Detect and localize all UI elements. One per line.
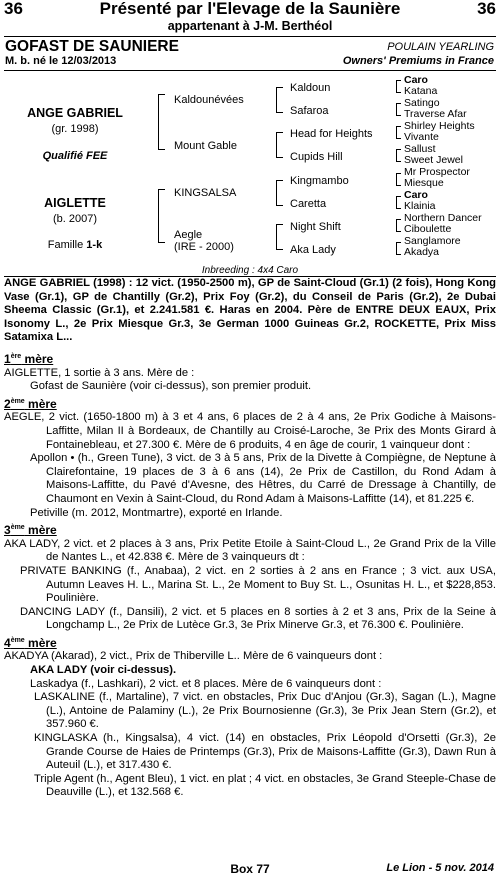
horse-name: GOFAST DE SAUNIERE: [5, 38, 179, 55]
owners-premium: Owners' Premiums in France: [342, 55, 494, 67]
dancing-lady-entry: DANCING LADY (f., Dansili), 2 vict. et 5 places en 8 sorties à 2 et 3 ans, Prix de la Seine à Longchamp L., 2e Prix de Lutèce Gr.3, 3e Prix Minerve Gr.3, et 76.300 €. Poulinière.: [20, 605, 496, 632]
gen4-12: Klainia: [404, 200, 436, 212]
gen3-2: Safaroa: [290, 105, 329, 117]
section-1-num: 1: [4, 352, 11, 366]
bracket-g4-7: [396, 219, 401, 232]
laskadya-entry: Laskadya (f., Lashkari), 2 vict. et 8 places. Mère de 6 vainqueurs dont :: [30, 677, 382, 690]
gen4-6: Vivante: [404, 131, 439, 143]
gen4-10: Miesque: [404, 177, 444, 189]
section-4th-dam: [4, 634, 496, 651]
gen2-dam-dam-origin: (IRE - 2000): [174, 241, 234, 253]
laskaline-entry: LASKALINE (f., Martaline), 7 vict. en obstacles, Prix Duc d'Anjou (Gr.3), Sagan (L.), Magne (L.), Antoine de Palaminy (L.), 2e Prix Bournosienne (Gr.3), 3e Prix Jean Stern (Gr.2), et 357.960 €.: [34, 691, 496, 731]
akalady-entry: AKA LADY, 2 vict. et 2 places à 3 ans, Prix Petite Etoile à Saint-Cloud L., 2e Grand Prix de la Ville de Nantes L., et 42.838 €. Mère de 3 vainqueurs dt :: [4, 537, 496, 564]
bracket-g3-4: [276, 224, 283, 250]
aiglette-entry: AIGLETTE, 1 sortie à 3 ans. Mère de :: [4, 366, 195, 379]
gen4-11: Caro: [404, 189, 428, 201]
petiville-entry: Petiville (m. 2012, Montmartre), exporté en Irlande.: [30, 506, 283, 519]
page-number-right: 36: [477, 0, 496, 18]
gen4-16: Akadya: [404, 246, 440, 258]
section-4-num: 4: [4, 635, 11, 650]
bracket-g4-6: [396, 196, 401, 209]
apollon-entry: Apollon • (h., Green Tune), 3 vict. de 3 à 5 ans, Prix de la Divette à Compiègne, de Neptune à Clairefontaine, 19 places de 3 à 6 ans (14), 2e Prix de Castillon, du Rond Adam à Maisons-Laffitte, du Pavé d'Avesne, des Hêtres, du Carré de Dressage à Chantilly, de Chaumont en Vexin à Saint-Cloud, du Rond Adam à Maisons-Laffitte (14), et 81.225 €.: [30, 452, 496, 505]
gen2-dam-dam: Aegle: [174, 229, 203, 241]
gen3-3: Head for Heights: [290, 128, 373, 140]
page-number-left: 36: [4, 0, 23, 18]
aegle-entry: AEGLE, 2 vict. (1650-1800 m) à 3 et 4 ans, 6 places de 2 à 4 ans, 2e Prix Godiche à Maisons-Laffitte, Milan II à Bordeaux, de Chantilly au Croisé-Laroche, 3e Prix des Monts Girard à Fontainebleau, et 27.300 €. Mère de 6 produits, 4 en âge de courir, 1 vainqueur dont :: [4, 411, 496, 451]
section-4-sup: ème: [10, 636, 25, 644]
sire-summary: ANGE GABRIEL (1998) : 12 vict. (1950-2500 m), GP de Saint-Cloud (Gr.1) (2 fois), Hong Kong Vase (Gr.1), GP de Chantilly (Gr.2), Prix Foy (Gr.2), du Conseil de Paris (Gr.2), 2e Dubai Sheema Classic (Gr.1), et 2.241.581 €. Haras en 2004. Père de ENTRE DEUX EAUX, Prix Isonomy L., 2e Prix Miesque Gr.3, 3e German 1000 Guineas Gr.2, ROCKETTE, Prix Miss Satamixa L...: [4, 277, 496, 344]
section-4-word: mère: [24, 635, 57, 650]
sire-year: (gr. 1998): [51, 123, 99, 135]
gen4-9: Mr Prospector: [404, 166, 470, 178]
bracket-g3-2: [276, 132, 283, 158]
gen4-14: Ciboulette: [404, 223, 452, 235]
horse-birth: M. b. né le 12/03/2013: [5, 55, 117, 67]
gen4-15: Sanglamore: [404, 235, 461, 247]
horse-category: POULAIN YEARLING: [387, 41, 494, 53]
bracket-g3-3: [276, 180, 283, 206]
dam-year: (b. 2007): [52, 213, 98, 225]
triple-agent-entry: Triple Agent (h., Agent Bleu), 1 vict. en plat ; 4 vict. en obstacles, 3e Grand Steeple-Chase de Deauville (L.), et 132.568 €.: [34, 772, 496, 799]
section-1st-dam: [4, 350, 496, 367]
family-prefix: Famille: [47, 239, 87, 251]
gen4-2: Katana: [404, 85, 438, 97]
box-number: Box 77: [230, 862, 270, 876]
bracket-g4-8: [396, 242, 401, 255]
section-3-sup: ème: [10, 524, 25, 532]
akadya-entry: AKADYA (Akarad), 2 vict., Prix de Thiberville L.. Mère de 6 vainqueurs dont :: [4, 650, 383, 663]
akalady-ref-entry: AKA LADY (voir ci-dessus).: [30, 664, 177, 677]
bracket-g4-5: [396, 173, 401, 186]
section-3-num: 3: [4, 523, 11, 538]
bracket-g4-4: [396, 149, 401, 162]
gen4-5: Shirley Heights: [404, 120, 475, 132]
sire-name: ANGE GABRIEL: [27, 106, 123, 120]
dam-name: AIGLETTE: [44, 196, 106, 210]
section-3-word: mère: [24, 523, 57, 538]
gen4-13: Northern Dancer: [404, 212, 482, 224]
gen4-3: Satingo: [404, 97, 440, 109]
pedigree-table: [0, 74, 500, 274]
divider-top: [4, 36, 496, 37]
section-2-num: 2: [4, 396, 11, 411]
private-banking-entry: PRIVATE BANKING (f., Anabaa), 2 vict. en 2 sorties à 2 ans en France ; 3 vict. aux USA, Autumn Leaves H. L., Marina St. L., 2e Moment to Buy St. L., Osunitas H. L., et $228,853. Poulinière.: [20, 564, 496, 605]
gen2-sire-sire: Kaldounévées: [174, 94, 244, 106]
section-2-word: mère: [24, 396, 57, 411]
gen4-7: Sallust: [404, 143, 436, 155]
gen3-7: Night Shift: [290, 221, 341, 233]
gen4-8: Sweet Jewel: [404, 154, 463, 166]
gen3-4: Cupids Hill: [290, 151, 343, 163]
gen3-6: Caretta: [290, 198, 327, 210]
divider-pedigree: [4, 70, 496, 71]
gen3-5: Kingmambo: [290, 175, 349, 187]
inbreeding-note: Inbreeding : 4x4 Caro: [201, 265, 299, 276]
sire-qualification: Qualifié FEE: [42, 150, 108, 162]
page-header: [0, 0, 500, 18]
gen4-4: Traverse Afar: [404, 108, 467, 120]
gofast-entry: Gofast de Saunière (voir ci-dessus), son premier produit.: [30, 380, 312, 393]
gen4-1: Caro: [404, 74, 428, 86]
bracket-g4-2: [396, 103, 401, 116]
section-3rd-dam: [4, 521, 496, 538]
family-code: 1-k: [86, 239, 103, 251]
bracket-g4-1: [396, 80, 401, 93]
consignor-title: Présenté par l'Elevage de la Saunière: [99, 0, 401, 18]
dam-family: [0, 239, 150, 251]
section-1-word: mère: [21, 352, 54, 366]
sale-date: Le Lion - 5 nov. 2014: [386, 862, 494, 874]
dam-line: [4, 349, 496, 800]
section-1-sup: ère: [10, 353, 22, 360]
kinglaska-entry: KINGLASKA (h., Kingsalsa), 4 vict. (14) en obstacles, Prix Léopold d'Orsetti (Gr.3), 2e Grande Course de Haies de Printemps (Gr.3), Prix de Maisons-Laffitte (Gr.3), Dawn Run à Auteuil (L.), et 317.430 €.: [34, 732, 496, 772]
owner-line: appartenant à J-M. Berthéol: [167, 19, 333, 33]
gen2-dam-sire: KINGSALSA: [174, 187, 237, 199]
bracket-sire: [158, 94, 165, 150]
gen2-sire-dam: Mount Gable: [174, 140, 237, 152]
bracket-dam: [158, 189, 165, 243]
bracket-g3-1: [276, 87, 283, 113]
section-2nd-dam: [4, 395, 496, 412]
gen3-1: Kaldoun: [290, 82, 331, 94]
section-2-sup: ème: [10, 397, 25, 405]
gen3-8: Aka Lady: [290, 244, 336, 256]
bracket-g4-3: [396, 126, 401, 139]
